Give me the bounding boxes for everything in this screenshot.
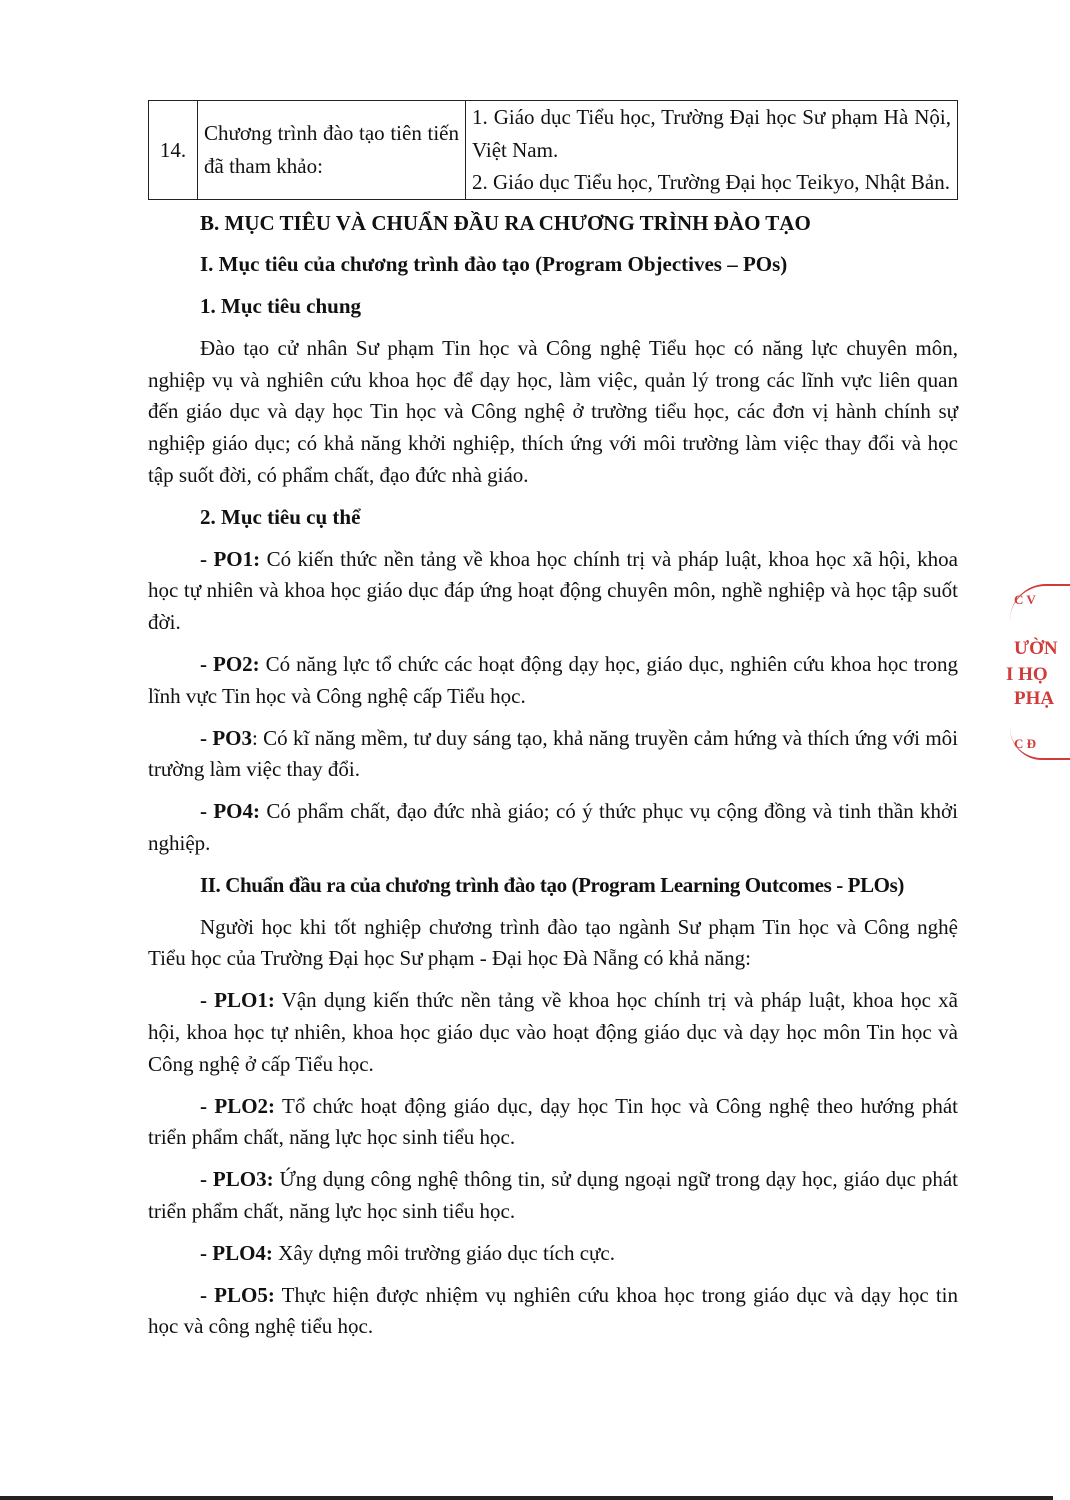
row-number: 14. (149, 101, 198, 200)
plo2-code: - PLO2: (200, 1093, 276, 1118)
table-row (149, 101, 958, 200)
plo3-code: - PLO3: (200, 1167, 274, 1192)
objective-po3 (148, 723, 958, 787)
po1-text: Có kiến thức nền tảng về khoa học chính trị và pháp luật, khoa học xã hội, khoa học tự nhiên và khoa học giáo dục đáp ứng hoạt động chuyên môn, nghề nghiệp và học tập suốt đời. (148, 546, 958, 635)
section-ii-title: II. Chuẩn đầu ra của chương trình đào tạo (Program Learning Outcomes - PLOs) (200, 872, 904, 897)
stamp-line-3: I HỌ (1006, 664, 1048, 685)
plo1-code: - PLO1: (200, 988, 275, 1013)
plo5-text: Thực hiện được nhiệm vụ nghiên cứu khoa học trong giáo dục và dạy học tin học và công nghệ tiểu học. (148, 1282, 958, 1339)
objective-po4 (148, 796, 958, 860)
stamp-arc-bottom (1010, 728, 1070, 760)
po2-code: - PO2: (200, 652, 260, 677)
info-table (148, 100, 958, 200)
official-stamp-fragment (1002, 576, 1062, 776)
po4-text: Có phẩm chất, đạo đức nhà giáo; có ý thức phục vụ cộng đồng và tinh thần khởi nghiệp. (148, 799, 958, 856)
specific-objective-title: 2. Mục tiêu cụ thể (200, 504, 361, 529)
row-label: Chương trình đào tạo tiên tiến đã tham khảo: (198, 101, 466, 200)
po2-text: Có năng lực tổ chức các hoạt động dạy học, giáo dục, nghiên cứu khoa học trong lĩnh vực Tin học và Công nghệ cấp Tiểu học. (148, 652, 958, 708)
stamp-line-2: ƯỜN (1014, 638, 1058, 659)
plo1-text: Vận dụng kiến thức nền tảng về khoa học chính trị và pháp luật, khoa học xã hội, khoa học tự nhiên, khoa học giáo dục vào hoạt động giáo dục và dạy học môn Tin học và Công nghệ ở cấp Tiểu học. (148, 988, 959, 1076)
outcome-plo2 (148, 1091, 958, 1155)
outcome-plo4 (148, 1238, 958, 1270)
outcome-plo5 (148, 1280, 958, 1344)
po3-code: - PO3 (200, 725, 252, 750)
stamp-line-1: C V (1014, 592, 1036, 607)
plo5-code: - PLO5: (200, 1282, 275, 1307)
row-value-1: 1. Giáo dục Tiểu học, Trường Đại học Sư phạm Hà Nội, Việt Nam. (472, 105, 951, 162)
general-objective-title: 1. Mục tiêu chung (200, 294, 362, 319)
stamp-line-4: PHẠ (1014, 688, 1055, 709)
objective-po1 (148, 544, 958, 639)
section-ii-intro: Người học khi tốt nghiệp chương trình đào tạo ngành Sư phạm Tin học và Công nghệ Tiểu học của Trường Đại học Sư phạm - Đại học Đà Nẵng có khả năng: (148, 914, 958, 971)
plo4-text: Xây dựng môi trường giáo dục tích cực. (272, 1240, 615, 1265)
po1-code: - PO1: (200, 546, 261, 571)
plo4-code: - PLO4: (200, 1240, 273, 1265)
po3-text: : Có kĩ năng mềm, tư duy sáng tạo, khả năng truyền cảm hứng và thích ứng với môi trường làm việc thay đổi. (148, 725, 958, 782)
plo2-text: Tổ chức hoạt động giáo dục, dạy học Tin học và Công nghệ theo hướng phát triển phẩm chất, năng lực học sinh tiểu học. (148, 1093, 958, 1150)
section-i-title: I. Mục tiêu của chương trình đào tạo (Program Objectives – POs) (200, 252, 788, 277)
row-values (466, 101, 958, 200)
plo3-text: Ứng dụng công nghệ thông tin, sử dụng ngoại ngữ trong dạy học, giáo dục phát triển phẩm chất, năng lực học sinh tiểu học. (148, 1167, 959, 1224)
document-content (148, 100, 958, 1343)
objective-po2 (148, 649, 958, 713)
outcome-plo3 (148, 1164, 958, 1228)
scan-bottom-edge (0, 1496, 1053, 1500)
row-value-2: 2. Giáo dục Tiểu học, Trường Đại học Teikyo, Nhật Bản. (472, 170, 950, 194)
general-objective-text: Đào tạo cử nhân Sư phạm Tin học và Công nghệ Tiểu học có năng lực chuyên môn, nghiệp vụ và nghiên cứu khoa học để dạy học, làm việc, quản lý trong các lĩnh vực liên quan đến giáo dục và dạy học Tin học và Công nghệ ở trường tiểu học, các đơn vị hành chính sự nghiệp giáo dục; có khả năng khởi nghiệp, thích ứng với môi trường làm việc thay đổi và học tập suốt đời, có phẩm chất, đạo đức nhà giáo. (148, 335, 958, 488)
stamp-line-5: C Đ (1014, 736, 1037, 751)
po4-code: - PO4: (200, 799, 260, 824)
section-b-title: B. MỤC TIÊU VÀ CHUẨN ĐẦU RA CHƯƠNG TRÌNH ĐÀO TẠO (200, 210, 811, 235)
outcome-plo1 (148, 985, 958, 1080)
